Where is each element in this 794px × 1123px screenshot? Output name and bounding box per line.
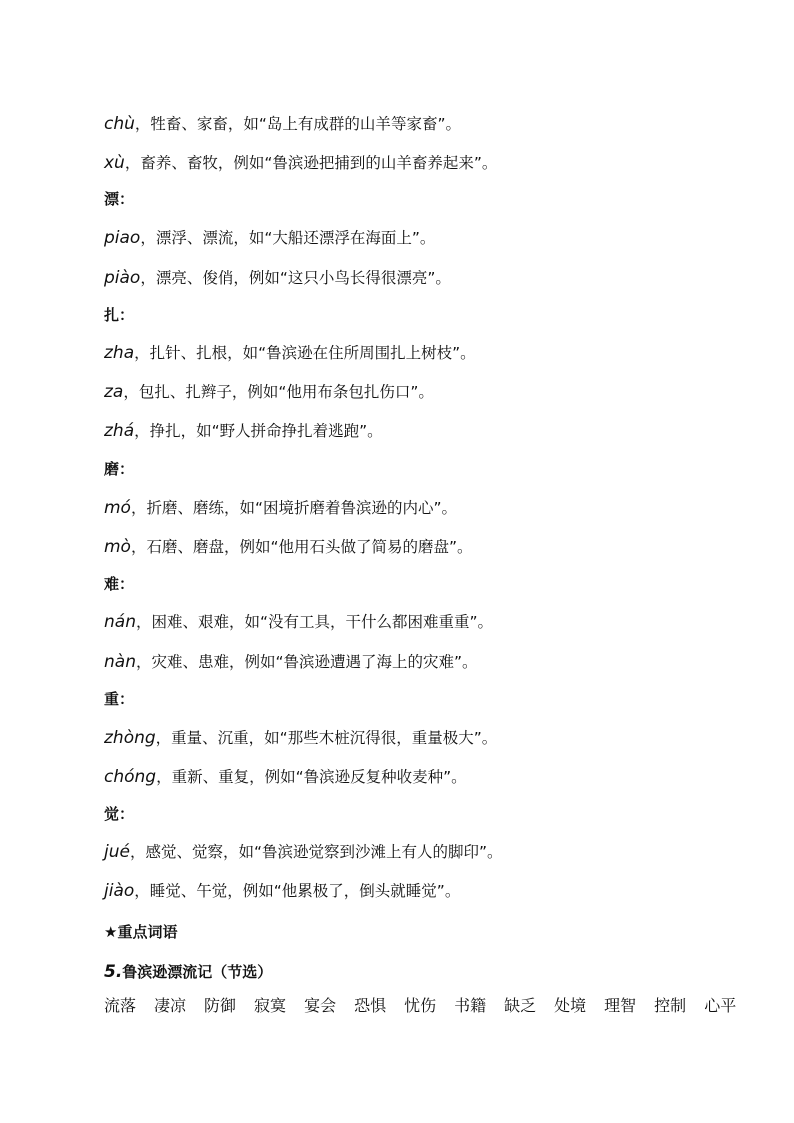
reading-text: ，感觉、觉察，如“鲁滨逊觉察到沙滩上有人的脚印”。 [129, 843, 503, 861]
key-word: 缺乏 [504, 996, 537, 1015]
pinyin: zha [104, 343, 135, 363]
reading-text: ，漂亮、俊俏，例如“这只小鸟长得很漂亮”。 [140, 269, 451, 287]
reading-line [104, 228, 435, 248]
key-word: 恐惧 [354, 996, 387, 1015]
reading-text: ，畜养、畜牧，例如“鲁滨逊把捕到的山羊畜养起来”。 [124, 154, 498, 172]
pinyin: piào [104, 268, 141, 288]
reading-text: ，睡觉、午觉，例如“他累极了，倒头就睡觉”。 [134, 882, 461, 900]
key-word: 流落 [104, 996, 137, 1015]
reading-line [104, 652, 478, 672]
key-word: 理智 [604, 996, 637, 1015]
key-words-row [104, 996, 754, 1016]
pinyin: jué [104, 842, 130, 862]
reading-line [104, 612, 493, 632]
key-word: 控制 [654, 996, 687, 1015]
key-word: 防御 [204, 996, 237, 1015]
pinyin: chù [104, 114, 135, 134]
reading-line [104, 421, 383, 441]
pinyin: nán [104, 612, 136, 632]
char-heading: 磨： [104, 460, 135, 478]
lesson-title [104, 962, 272, 982]
reading-line [104, 382, 434, 402]
reading-text: ，牲畜、家畜，如“岛上有成群的山羊等家畜”。 [134, 115, 461, 133]
key-word: 凄凉 [154, 996, 187, 1015]
key-word: 处境 [554, 996, 587, 1015]
key-word: 心平 [704, 996, 737, 1015]
reading-text: ，石磨、磨盘，例如“他用石头做了简易的磨盘”。 [130, 538, 473, 556]
char-heading: 扎： [104, 306, 135, 324]
pinyin: piao [104, 228, 141, 248]
reading-text: ，包扎、扎辫子，例如“他用布条包扎伤口”。 [123, 383, 434, 401]
reading-line [104, 268, 451, 288]
reading-text: ，重新、重复，例如“鲁滨逊反复种收麦种”。 [156, 768, 467, 786]
section-title: ★重点词语 [104, 923, 178, 941]
pinyin: zhòng [104, 728, 156, 748]
reading-text: ，灾难、患难，例如“鲁滨逊遭遇了海上的灾难”。 [135, 653, 478, 671]
reading-line [104, 343, 476, 363]
pinyin: zhá [104, 421, 135, 441]
pinyin: za [104, 382, 124, 402]
reading-line [104, 498, 457, 518]
reading-text: ，折磨、磨练，如“困境折磨着鲁滨逊的内心”。 [130, 499, 458, 517]
pinyin: mó [104, 498, 131, 518]
reading-text: ，困难、艰难，如“没有工具，干什么都困难重重”。 [135, 613, 494, 631]
lesson-name: 鲁滨逊漂流记（节选） [122, 963, 273, 981]
reading-text: ，挣扎，如“野人拼命挣扎着逃跑”。 [134, 422, 383, 440]
key-word: 宴会 [304, 996, 337, 1015]
reading-text: ，重量、沉重，如“那些木桩沉得很，重量极大”。 [155, 729, 498, 747]
reading-line [104, 114, 461, 134]
key-word: 书籍 [454, 996, 487, 1015]
reading-line [104, 537, 473, 557]
reading-text: ，扎针、扎根，如“鲁滨逊在住所周围扎上树枝”。 [134, 344, 476, 362]
reading-line [104, 881, 460, 901]
char-heading: 漂： [104, 190, 135, 208]
pinyin: mò [104, 537, 131, 557]
pinyin: jiào [104, 881, 135, 901]
char-heading: 重： [104, 690, 135, 708]
reading-line [104, 842, 503, 862]
key-word: 寂寞 [254, 996, 287, 1015]
pinyin: nàn [104, 652, 136, 672]
reading-text: ，漂浮、漂流，如“大船还漂浮在海面上”。 [140, 229, 436, 247]
char-heading: 觉： [104, 805, 135, 823]
key-word: 忧伤 [404, 996, 437, 1015]
char-heading: 难： [104, 575, 135, 593]
reading-line [104, 153, 497, 173]
pinyin: xù [104, 153, 125, 173]
lesson-number: 5. [104, 962, 123, 982]
reading-line [104, 728, 497, 748]
reading-line [104, 767, 467, 787]
pinyin: chóng [104, 767, 157, 787]
